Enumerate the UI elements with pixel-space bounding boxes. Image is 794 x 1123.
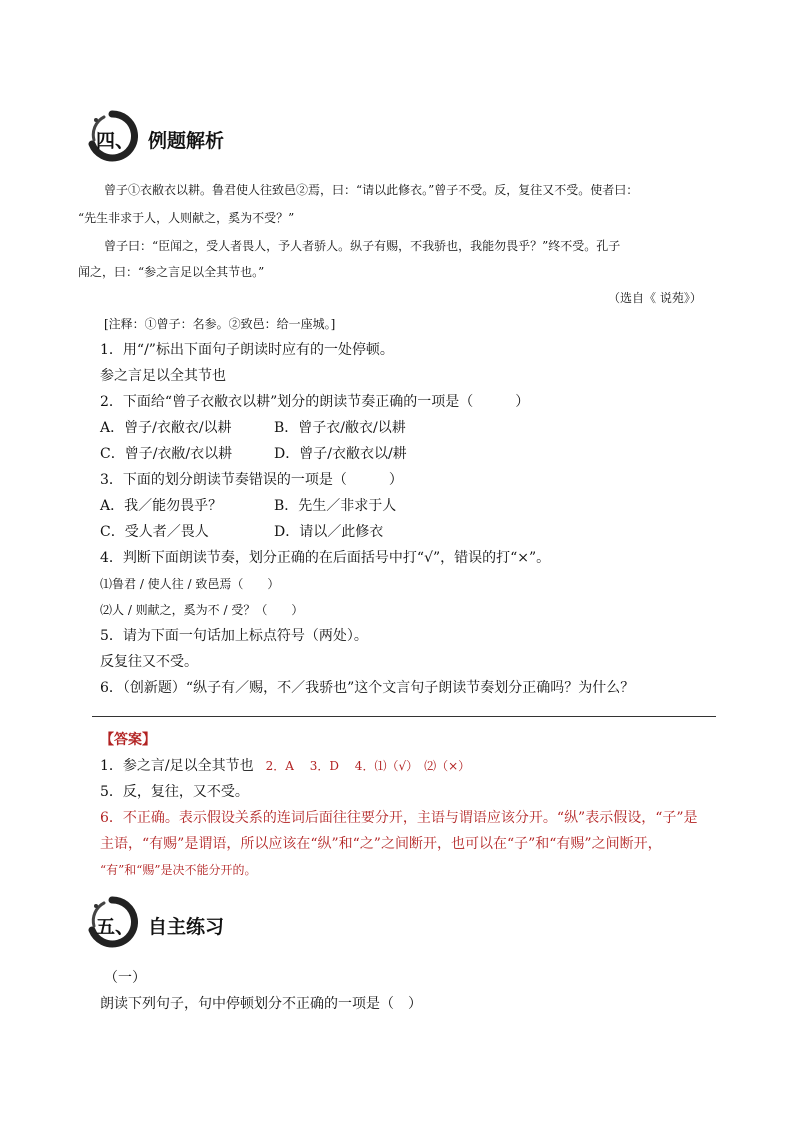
answer-6-line: 6．不正确。表示假设关系的连词后面往往要分开，主语与谓语应该分开。“纵”表示假设，“子”是 [100,810,698,826]
passage-source: （选自《 说苑》） [608,291,702,305]
question-2: 2．下面给“曾子衣敝衣以耕”划分的朗读节奏正确的一项是（ ） [100,394,530,410]
question-5: 5．请为下面一句话加上标点符号（两处）。 [100,628,368,644]
option-c: C．曾子/衣敝/衣以耕 [100,446,233,462]
question-2-options-row [100,418,406,438]
passage-line: 曾子曰：“臣闻之，受人者畏人，予人者骄人。纵子有赐，不我骄也，我能勿畏乎？”终不受。孔子 [104,239,621,253]
question-4: 4．判断下面朗读节奏，划分正确的在后面括号中打“√”，错误的打“×”。 [100,550,551,566]
question-6: 6．（创新题）“纵子有／赐，不／我骄也”这个文言句子朗读节奏划分正确吗？为什么？ [100,680,635,696]
question-5-text: 反复往又不受。 [100,654,198,670]
passage-line: 闻之，曰：“参之言足以全其节也。” [78,265,265,279]
question-3: 3．下面的划分朗读节奏错误的一项是（ ） [100,472,403,488]
option-d: D．曾子/衣敝衣以/耕 [274,446,407,462]
question-1-text: 参之言足以全其节也 [100,368,226,384]
passage-line: 曾子①衣敝衣以耕。鲁君使人往致邑②焉，曰：“请以此修衣。”曾子不受。反，复往又不受。使者曰： [104,183,639,197]
section-number: 五、 [96,916,135,938]
answer-line-1 [100,756,470,776]
answer-6-line: “有”和“赐”是决不能分开的。 [100,863,257,877]
answer-6-line: 主语，“有赐”是谓语，所以应该在“纵”和“之”之间断开，也可以在“子”和“有赐”之间断开， [100,836,662,852]
option-a: A．我／能勿畏乎？ [100,498,223,514]
practice-subheading: （一） [104,970,146,986]
divider [92,716,716,717]
question-4-item-2: ⑵人 / 则献之，奚为不 / 受？（ ） [100,603,304,617]
option-d: D．请以／此修衣 [274,524,384,540]
option-b: B．先生／非求于人 [274,498,397,514]
option-c: C．受人者／畏人 [100,524,209,540]
answer-2-4: 2．A 3．D 4．⑴（√） ⑵（×） [253,759,471,773]
option-b: B．曾子衣/敝衣/以耕 [274,420,406,436]
practice-question: 朗读下列句子，句中停顿划分不正确的一项是（ ） [100,996,422,1012]
question-3-options-row [100,522,383,542]
answer-label: 【答案】 [100,732,156,748]
answer-5: 5．反，复往，又不受。 [100,784,249,800]
question-1: 1．用“/”标出下面句子朗读时应有的一处停顿。 [100,342,394,358]
passage-notes: [注释：①曾子：名参。②致邑：给一座城。] [104,317,336,331]
passage-line: “先生非求于人，人则献之，奚为不受？” [78,211,295,225]
option-a: A．曾子/衣敝衣/以耕 [100,420,232,436]
section-number: 四、 [96,130,135,152]
section-title: 例题解析 [148,130,225,152]
question-4-item-1: ⑴鲁君 / 使人往 / 致邑焉（ ） [100,577,280,591]
question-3-options-row [100,496,396,516]
question-2-options-row [100,444,407,464]
answer-1: 1．参之言/足以全其节也 [100,758,254,774]
section-title: 自主练习 [148,916,225,938]
